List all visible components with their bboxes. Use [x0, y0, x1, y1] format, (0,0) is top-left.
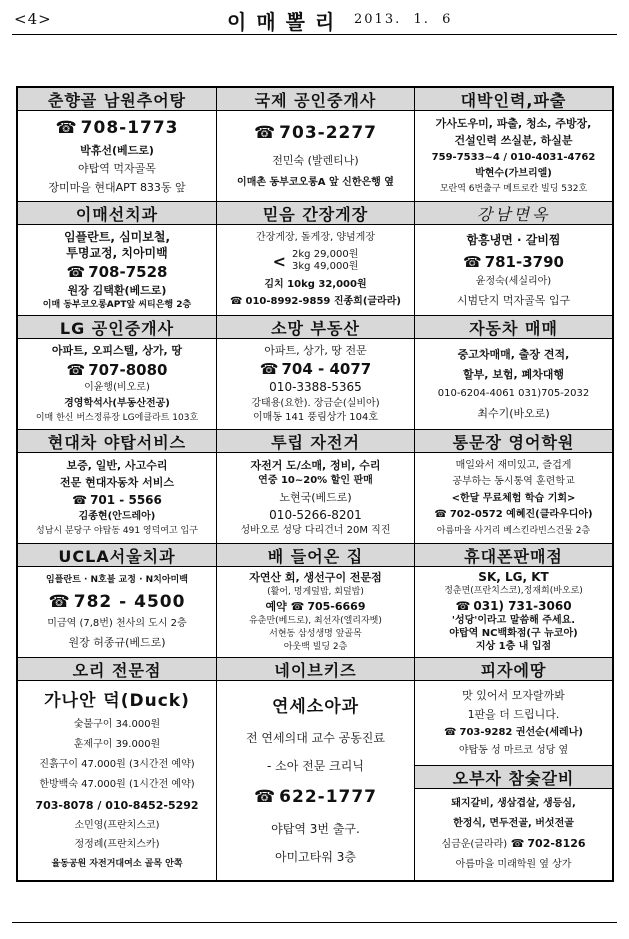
- slogan: 공부하는 동시통역 훈련학교: [452, 476, 575, 488]
- owner-name: 소민영(프란치스코): [74, 819, 160, 831]
- location: 야탑동 성 마르코 성당 옆: [458, 745, 569, 757]
- phone-icon: ☎: [290, 600, 305, 614]
- owner-name: 박휴선(베드로): [80, 143, 154, 157]
- ad-lg-realty: [18, 316, 217, 430]
- ad-gangnam-myeonok: [415, 202, 612, 316]
- promotion: <한달 무료체험 학습 기회>: [451, 492, 576, 504]
- location: 아름마을 미래학원 옆 상가: [455, 858, 572, 870]
- phone-number: ☎ 782 - 4500: [48, 591, 186, 612]
- ad-turip-bicycle: [217, 430, 415, 544]
- carrier-list: SK, LG, KT: [478, 570, 549, 585]
- ad-bae-deureoon-jip: [217, 544, 415, 658]
- phone-number: ☎ 781-3790: [463, 252, 564, 271]
- phone-icon: ☎: [66, 263, 86, 282]
- ad-gukje-realty: [217, 88, 415, 202]
- ad-title: 대박인력,파출: [415, 88, 612, 111]
- ad-ucla-dental: [18, 544, 217, 658]
- phone-number: 703-8078 / 010-8452-5292: [35, 798, 199, 812]
- reservation-phone: 예약 ☎ 705-6669: [265, 600, 366, 614]
- price-item: 한방백숙 47.000원 (1시간전 예약): [39, 778, 195, 790]
- location: 율동공원 자전거대여소 골목 안쪽: [51, 859, 183, 870]
- phone-number: ☎ 708-1773: [55, 118, 179, 139]
- ad-title: 오리 전문점: [18, 658, 216, 681]
- location: 모란역 6번출구 메트로칸 빌딩 532호: [439, 184, 588, 194]
- ad-chunhyanggol: [18, 88, 217, 202]
- phone-icon: ☎: [444, 727, 457, 739]
- service-list: 전문 현대자동차 서비스: [60, 475, 174, 489]
- ad-canaan-duck: [18, 658, 217, 880]
- phone-icon: ☎: [253, 123, 277, 144]
- service-list: 중고차매매, 출장 견적,: [457, 347, 570, 361]
- location: 야탑역 먹자골목: [78, 162, 156, 176]
- service-list: 할부, 보험, 폐차대행: [462, 367, 565, 381]
- slogan: 매일와서 재미있고, 즐겁게: [455, 459, 572, 471]
- issue-date: 2013. 1. 6: [354, 12, 453, 27]
- service-list: 간장게장, 돌게장, 양념게장: [256, 232, 375, 244]
- location: 이매동 141 풍림상가 104호: [253, 412, 378, 424]
- ad-title: 오부자 참숯갈비: [415, 765, 612, 789]
- owner-name: 정춘면(프란치스코),정재희(바오로): [444, 586, 583, 597]
- promotion: 연중 10~20% 할인 판매: [258, 475, 373, 487]
- service-list: 투명교정, 치아미백: [66, 246, 168, 261]
- owner-name: 박현수(가브리엘): [475, 167, 552, 179]
- owner-name: 최수기(바오로): [477, 406, 550, 420]
- phone-number: ☎ 031) 731-3060: [455, 598, 572, 613]
- price-item: 훈제구이 39.000원: [73, 738, 161, 750]
- arrow-icon: <: [272, 251, 287, 271]
- footer-rule: [12, 922, 617, 923]
- phone-number: ☎ 707-8080: [66, 360, 168, 379]
- phone-number: 심금운(글라라) ☎ 702-8126: [441, 837, 586, 851]
- ad-title: 이매선치과: [18, 202, 216, 225]
- business-name: 연세소아과: [271, 696, 360, 717]
- location: 시범단지 먹자골목 입구: [456, 294, 571, 308]
- location: 아름마을 사거리 베스킨라빈스건물 2층: [436, 525, 591, 536]
- phone-icon: ☎: [55, 118, 78, 139]
- slogan: 전 연세의대 교수 공동진료: [246, 730, 385, 745]
- service-list: 임플란트 · N호불 교정 · N치아미백: [46, 574, 188, 585]
- price-item: 2kg 29,000원: [292, 249, 359, 261]
- location: 야탑역 NC백화점(구 뉴코아): [449, 628, 578, 639]
- service-list: 가사도우미, 파출, 청소, 주방장,: [435, 117, 592, 131]
- phone-number: 010-5266-8201: [269, 507, 362, 522]
- ad-mideum-crab: [217, 202, 415, 316]
- ad-naveekids-pediatrics: [217, 658, 415, 880]
- owner-name: 정정례(프란치스카): [74, 839, 160, 851]
- location: 이매촌 동부코오롱A 앞 신한은행 옆: [237, 176, 394, 188]
- price-item: 김치 10kg 32,000원: [264, 278, 367, 290]
- service-list: 보증, 일반, 사고수리: [66, 458, 168, 472]
- location: 이매 동부코오롱APT앞 씨티은행 2층: [42, 299, 192, 310]
- ad-tongmunjang-english: [415, 430, 612, 544]
- location: 지상 1층 내 입점: [475, 641, 552, 653]
- mobile-number: 010-3388-5365: [269, 380, 362, 395]
- menu-list: (활어, 멍게덮밥, 회덮밥): [267, 586, 364, 597]
- phone-icon: ☎: [48, 591, 71, 612]
- location: 야탑역 3번 출구.: [271, 821, 360, 836]
- price-item: 3kg 49,000원: [292, 261, 359, 273]
- service-list: 임플란트, 심미보철,: [63, 229, 171, 244]
- ad-title: 강남면옥: [415, 202, 612, 225]
- phone-number: ☎ 704 - 4077: [259, 359, 372, 378]
- phone-number: ☎ 708-7528: [66, 263, 168, 282]
- phone-icon: ☎: [455, 598, 471, 613]
- phone-number: ☎ 010-8992-9859 진종희(글라라): [230, 295, 401, 307]
- location: 아미고타워 3층: [274, 849, 356, 864]
- ad-title: 배 들어온 집: [217, 544, 414, 567]
- service-list: 함흥냉면 · 갈비찜: [466, 232, 561, 247]
- service-list: 아파트, 상가, 땅 전문: [264, 343, 367, 357]
- service-list: 건설인력 쓰실분, 하실분: [454, 134, 573, 148]
- price-item: 진흙구이 47.000원 (3시간전 예약): [39, 758, 195, 770]
- ad-title: 통문장 영어학원: [415, 430, 612, 453]
- ad-car-trade: [415, 316, 612, 430]
- ad-title: 국제 공인중개사: [217, 88, 414, 111]
- phone-number: ☎ 703-2277: [253, 123, 378, 144]
- phone-icon: ☎: [510, 837, 525, 851]
- ad-title: 네이브키즈: [217, 658, 414, 681]
- business-name: 가나안 덕(Duck): [44, 690, 190, 711]
- service-list: 자전거 도/소매, 정비, 수리: [250, 458, 381, 472]
- phone-icon: ☎: [463, 252, 482, 271]
- owner-name: 원장 허종규(베드로): [68, 635, 166, 649]
- phone-icon: ☎: [259, 359, 279, 378]
- phone-number: ☎ 622-1777: [253, 787, 378, 808]
- location: 미금역 (7,8번) 천사의 도시 2층: [47, 617, 187, 629]
- ad-daebak-labor: [415, 88, 612, 202]
- phone-icon: ☎: [72, 492, 88, 507]
- location: 성바오로 성당 다리건너 20M 직진: [240, 525, 391, 537]
- ad-title: LG 공인중개사: [18, 316, 216, 339]
- service-list: 자연산 회, 생선구이 전문점: [249, 571, 382, 585]
- phone-number: ☎ 702-0572 예혜진(클라우디아): [434, 509, 593, 521]
- specialty: - 소아 전문 크리닉: [267, 759, 364, 774]
- ad-title: 피자에땅: [415, 658, 612, 681]
- masthead-title: 이매뽈리: [227, 10, 345, 34]
- location: 장미마을 현대APT 833동 앞: [48, 180, 186, 194]
- ad-pizza-etang-and-obuja: [415, 658, 612, 880]
- ad-hyundai-service: [18, 430, 217, 544]
- owner-name: 강태용(요한). 장금순(실비아): [251, 397, 380, 409]
- ad-grid: [16, 86, 614, 882]
- phone-icon: ☎: [66, 360, 86, 379]
- promotion: '성당'이라고 말씀해 주세요.: [451, 614, 576, 626]
- phone-icon: ☎: [253, 787, 277, 808]
- location: 성남시 분당구 야탑동 491 영덕여고 입구: [36, 526, 198, 537]
- price-list: [273, 249, 359, 273]
- ad-title: 소망 부동산: [217, 316, 414, 339]
- phone-number: ☎ 703-9282 권선순(세레나): [444, 727, 583, 739]
- location: 아웃백 빌딩 2층: [283, 641, 348, 652]
- ad-phone-store: [415, 544, 612, 658]
- slogan: 맛 있어서 모자랄까봐: [462, 688, 565, 702]
- header-rule: [12, 34, 617, 35]
- ad-somang-realty: [217, 316, 415, 430]
- ad-title: 춘향골 남원추어탕: [18, 88, 216, 111]
- slogan: 1판을 더 드립니다.: [467, 708, 560, 722]
- owner-name: 김종현(안드레아): [78, 510, 156, 522]
- owner-name: 유춘만(베드로), 최선자(엘리자벳): [249, 615, 382, 626]
- ad-title: 자동차 매매: [415, 316, 612, 339]
- service-list: 아파트, 오피스텔, 상가, 땅: [51, 344, 183, 358]
- ad-title: 휴대폰판매점: [415, 544, 612, 567]
- owner-name: 원장 김택환(베드로): [67, 283, 167, 297]
- price-item: 숯불구이 34.000원: [73, 719, 161, 731]
- phone-number: 010-6204-4061 031)705-2032: [437, 388, 590, 399]
- menu-list: 한정식, 면두전골, 버섯전골: [453, 817, 574, 829]
- owner-name: 윤정숙(세실리아): [475, 276, 552, 288]
- page-number: <4>: [14, 10, 52, 28]
- credential: 경영학석사(부동산전공): [64, 397, 170, 409]
- owner-name: 이윤행(비오로): [84, 382, 150, 394]
- ad-title: 믿음 간장게장: [217, 202, 414, 225]
- phone-icon: ☎: [230, 295, 243, 307]
- ad-title: 투립 자전거: [217, 430, 414, 453]
- phone-number: 759-7533~4 / 010-4031-4762: [431, 151, 596, 163]
- ad-imaesun-dental: [18, 202, 217, 316]
- location: 이매 한신 버스정류장 LG에클라트 103호: [35, 412, 199, 423]
- ad-title: 현대차 야탑서비스: [18, 430, 216, 453]
- phone-number: ☎ 701 - 5566: [72, 492, 162, 507]
- ad-title: UCLA서울치과: [18, 544, 216, 567]
- location: 서현동 삼성생명 앞골목: [269, 628, 362, 639]
- menu-list: 돼지갈비, 생삼겹살, 생등심,: [451, 798, 576, 810]
- phone-icon: ☎: [434, 509, 447, 521]
- owner-name: 노현국(베드로): [279, 490, 352, 504]
- page-header: [12, 6, 617, 32]
- owner-name: 전민숙 (발렌티나): [272, 153, 359, 167]
